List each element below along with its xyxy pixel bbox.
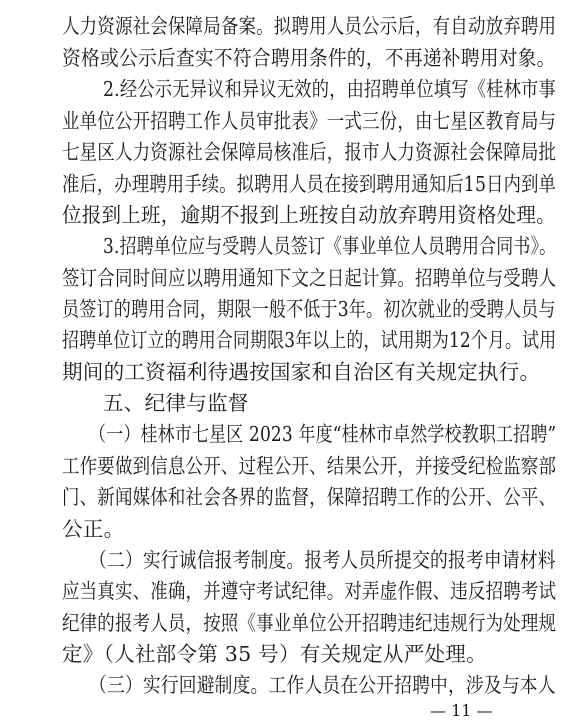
paragraph-line: 人力资源社会保障局备案。拟聘用人员公示后，有自动放弃聘用 [62,14,557,38]
paragraph-line: 员签订的聘用合同，期限一般不低于3年。初次就业的受聘人员与 [62,297,556,321]
paragraph-line: （二）实行诚信报考制度。报考人员所提交的报考申请材料 [89,548,556,572]
paragraph-line: 期间的工资福利待遇按国家和自治区有关规定执行。 [62,360,541,384]
paragraph-line: 纪律的报考人员，按照《事业单位公开招聘违纪违规行为处理规 [62,611,557,635]
paragraph-line: 2.经公示无异议和异议无效的，由招聘单位填写《桂林市事 [103,77,556,101]
paragraph-line: （一）桂林市七星区 2023 年度“桂林市卓然学校教职工招聘” [89,422,557,446]
paragraph-line: 准后，办理聘用手续。拟聘用人员在接到聘用通知后15日内到单 [62,172,557,196]
paragraph-line: 3.招聘单位应与受聘人员签订《事业单位人员聘用合同书》。 [103,234,557,258]
paragraph-line: 位报到上班，逾期不报到上班按自动放弃聘用资格处理。 [62,203,556,227]
paragraph-line: 工作要做到信息公开、过程公开、结果公开，并接受纪检监察部 [62,454,557,478]
paragraph-line: 七星区人力资源社会保障局核准后，报市人力资源社会保障局批 [62,140,557,164]
paragraph-line: 资格或公示后查实不符合聘用条件的，不再递补聘用对象。 [62,46,556,70]
paragraph-line: 招聘单位订立的聘用合同期限3年以上的，试用期为12个月。试用 [62,328,557,352]
paragraph-line: 签订合同时间应以聘用通知下文之日起计算。招聘单位与受聘人 [62,266,557,290]
paragraph-line: 应当真实、准确，并遵守考试纪律。对弄虚作假、违反招聘考试 [62,579,557,603]
paragraph-line: （三）实行回避制度。工作人员在公开招聘中，涉及与本人 [89,673,556,697]
section-heading: 五、纪律与监督 [103,391,249,415]
page-number: — 11 — [430,701,493,720]
paragraph-line: 业单位公开招聘工作人员审批表》一式三份，由七星区教育局与 [62,109,557,133]
paragraph-line: 定》（人社部令第 35 号）有关规定从严处理。 [62,642,487,666]
paragraph-line: 公正。 [62,517,125,541]
paragraph-line: 门、新闻媒体和社会各界的监督，保障招聘工作的公开、公平、 [62,485,557,509]
